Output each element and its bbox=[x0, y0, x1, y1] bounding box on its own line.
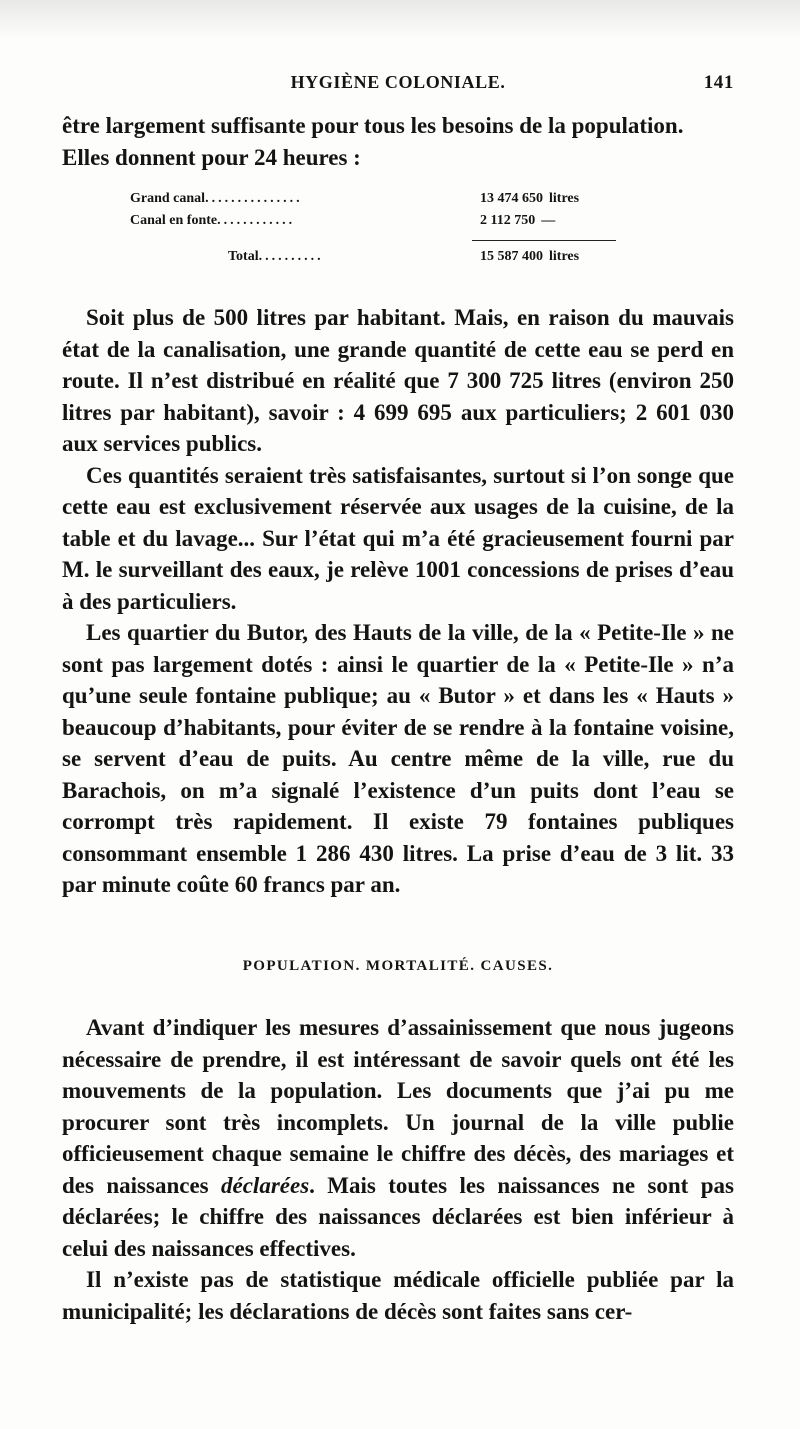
total-row bbox=[130, 246, 630, 268]
body-text-upper bbox=[62, 302, 734, 901]
body-text-lower bbox=[62, 1012, 734, 1327]
total-divider bbox=[472, 240, 616, 241]
section-heading: POPULATION. MORTALITÉ. CAUSES. bbox=[242, 958, 554, 974]
intro-line-2: Elles donnent pour 24 heures : bbox=[62, 144, 361, 170]
paragraph-4: Avant d’indiquer les mesures d’assainissement que nous jugeons nécessaire de prendre, il est intéressant de savoir quels ont été les mouvements de la population. Les documents que j’ai pu me procurer sont très incomplets. Un journal de la ville publie officieusement chaque semaine le chiffre des décès, des mariages et des naissances déclarées. Mais toutes les naissances ne sont pas déclarées; le chiffre des naissances déclarées est bien inférieur à celui des naissances effectives. bbox=[62, 1015, 734, 1261]
row-value: 2 112 750 bbox=[480, 213, 536, 228]
page-number: 141 bbox=[703, 72, 734, 93]
total-label: Total bbox=[228, 249, 259, 264]
scan-shading bbox=[0, 0, 800, 40]
leader-dots: ............... bbox=[205, 191, 303, 206]
total-unit: litres bbox=[549, 249, 580, 264]
intro-text bbox=[62, 110, 734, 173]
water-supply-table bbox=[130, 188, 630, 264]
table-row bbox=[130, 188, 630, 210]
row-value: 13 474 650 bbox=[480, 191, 543, 206]
table-row bbox=[130, 210, 630, 232]
row-unit: — bbox=[541, 213, 556, 228]
paragraph-3: Les quartier du Butor, des Hauts de la ville, de la « Petite-Ile » ne sont pas largement dotés : ainsi le quartier de la « Petite-Ile » n’a qu’une seule fontaine publique; au « Butor » et dans les « Hauts » beaucoup d’habitants, pour éviter de se rendre à la fontaine voisine, se servent d’eau de puits. Au centre même de la ville, rue du Barachois, on m’a signalé l’existence d’un puits dont l’eau se corrompt très rapidement. Il existe 79 fontaines publiques consommant ensemble 1 286 430 litres. La prise d’eau de 3 lit. 33 par minute coûte 60 francs par an. bbox=[62, 620, 734, 897]
intro-line-1: être largement suffisante pour tous les besoins de la population. bbox=[62, 113, 684, 138]
leader-dots: .......... bbox=[258, 249, 324, 264]
emphasized-word: déclarées bbox=[221, 1172, 310, 1198]
running-header bbox=[62, 72, 734, 100]
row-label: Grand canal bbox=[130, 191, 206, 206]
row-unit: litres bbox=[549, 191, 580, 206]
paragraph-1: Soit plus de 500 litres par habitant. Mais, en raison du mauvais état de la canalisation, une grande quantité de cette eau se perd en route. Il n’est distribué en réalité que 7 300 725 litres (environ 250 litres par habitant), savoir : 4 699 695 aux particuliers; 2 601 030 aux services publics. bbox=[62, 305, 734, 456]
leader-dots: ............ bbox=[217, 213, 296, 228]
total-value: 15 587 400 bbox=[480, 249, 543, 264]
paragraph-2: Ces quantités seraient très satisfaisantes, surtout si l’on songe que cette eau est exclusivement réservée aux usages de la cuisine, de la table et du lavage... Sur l’état qui m’a été gracieusement fourni par M. le surveillant des eaux, je relève 1001 concessions de prises d’eau à des particuliers. bbox=[62, 462, 734, 614]
paragraph-5: Il n’existe pas de statistique médicale officielle publiée par la municipalité; les déclarations de décès sont faites sans cer- bbox=[62, 1267, 734, 1324]
running-title: HYGIÈNE COLONIALE. bbox=[290, 72, 506, 92]
row-label: Canal en fonte bbox=[130, 213, 218, 228]
